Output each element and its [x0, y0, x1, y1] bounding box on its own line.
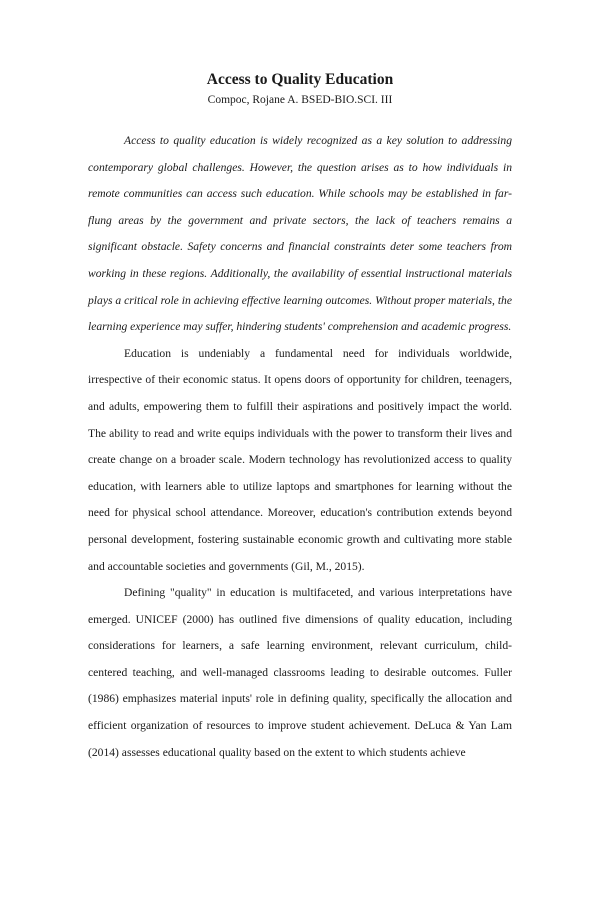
- paragraph-defining-quality: Defining "quality" in education is multifaceted, and various interpretations have emerged. UNICEF (2000) has outlined five dimensions of quality education, including considerations for learners, a safe learning environment, relevant curriculum, child-centered teaching, and well-managed classrooms leading to desirable outcomes. Fuller (1986) emphasizes material inputs' role in defining quality, specifically the allocation and efficient organization of resources to improve student achievement. DeLuca & Yan Lam (2014) assesses educational quality based on the extent to which students achieve: [88, 586, 512, 759]
- document-title: Access to Quality Education: [206, 71, 394, 88]
- document-body: [88, 128, 512, 766]
- paragraph-abstract: Access to quality education is widely recognized as a key solution to addressing contemporary global challenges. However, the question arises as to how individuals in remote communities can access such education. While schools may be established in far-flung areas by the government and private sectors, the lack of teachers remains a significant obstacle. Safety concerns and financial constraints deter some teachers from working in these regions. Additionally, the availability of essential instructional materials plays a critical role in achieving effective learning outcomes. Without proper materials, the learning experience may suffer, hindering students' comprehension and academic progress.: [88, 134, 512, 334]
- author-line: Compoc, Rojane A. BSED-BIO.SCI. III: [207, 94, 393, 106]
- paragraph-education-need: Education is undeniably a fundamental need for individuals worldwide, irrespective of their economic status. It opens doors of opportunity for children, teenagers, and adults, empowering them to fulfill their aspirations and positively impact the world. The ability to read and write equips individuals with the power to transform their lives and create change on a broader scale. Modern technology has revolutionized access to quality education, with learners able to utilize laptops and smartphones for learning without the need for physical school attendance. Moreover, education's contribution extends beyond personal development, fostering sustainable economic growth and cultivating more stable and accountable societies and governments (Gil, M., 2015).: [88, 346, 512, 573]
